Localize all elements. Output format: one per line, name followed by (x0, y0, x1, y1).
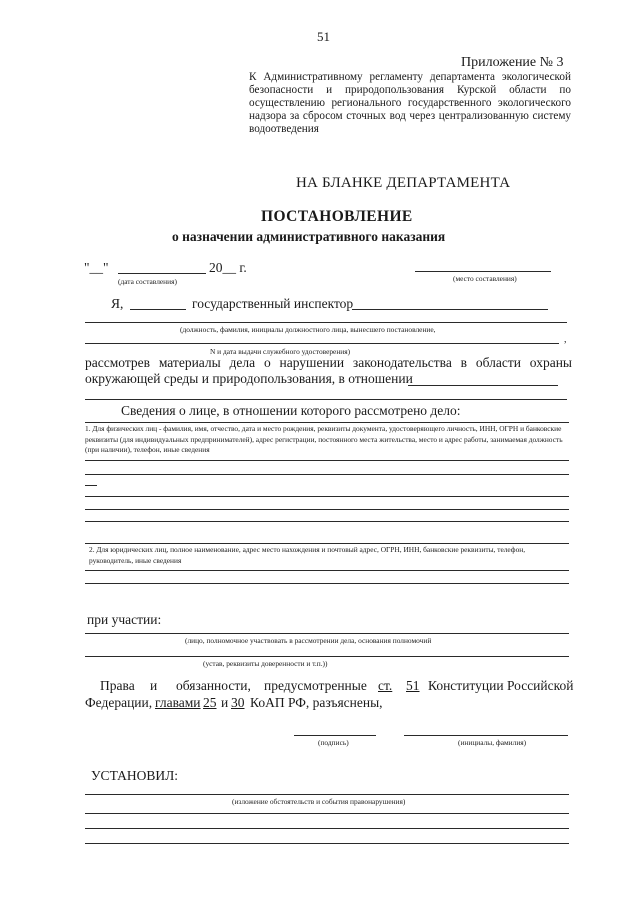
document-title: ПОСТАНОВЛЕНИЕ (261, 208, 413, 225)
review-continuation-line[interactable] (85, 399, 567, 400)
rights-word-1: Права (100, 678, 135, 693)
individual-line-2[interactable] (85, 474, 569, 475)
person-section-heading: Сведения о лице, в отношении которого рассмотрено дело: (121, 403, 461, 418)
rights-word-2: и (150, 678, 158, 693)
inspector-role: государственный инспектор (192, 296, 354, 311)
inspector-name-line[interactable] (352, 309, 548, 310)
participation-line-1[interactable] (85, 633, 569, 634)
individual-line-4[interactable] (85, 509, 569, 510)
individual-note: 1. Для физических лиц - фамилия, имя, отчество, дата и место рождения, реквизиты документа, удостоверяющего личность, ИНН, ОГРН и банковские реквизиты (для индивидуальных предпринимателей), адрес регистрации, постоянного места жительства, место и адрес работы, занимаемая должность (при наличии), телефон, иные сведения (85, 424, 563, 454)
comma-mark: , (564, 334, 567, 345)
rights-word-4: предусмотренные (264, 678, 367, 693)
established-label: УСТАНОВИЛ: (91, 768, 179, 783)
page-number: 51 (317, 29, 330, 44)
review-text-line-1: рассмотрев материалы дела о нарушении законодательства в области охраны (85, 355, 572, 370)
place-caption: (место составления) (453, 274, 517, 283)
signature-caption: (подпись) (318, 738, 349, 747)
participation-caption-1: (лицо, полномочное участвовать в рассмотрении дела, основания полномочий (185, 636, 432, 645)
participation-line-2[interactable] (85, 656, 569, 657)
name-line[interactable] (404, 735, 568, 736)
established-line-2[interactable] (85, 813, 569, 814)
chapters-link[interactable]: главами (155, 695, 201, 710)
inspector-prefix: Я, (111, 296, 124, 311)
established-line-1[interactable] (85, 794, 569, 795)
inspector-id-caption: N и дата выдачи служебного удостоверения) (210, 347, 351, 356)
rights-line2-end: КоАП РФ, разъяснены, (250, 695, 383, 710)
form-header: НА БЛАНКЕ ДЕПАРТАМЕНТА (296, 175, 511, 191)
legal-top-line[interactable] (85, 543, 569, 544)
individual-dash (85, 485, 97, 486)
individual-line-3[interactable] (85, 496, 569, 497)
established-line-3[interactable] (85, 828, 569, 829)
document-subtitle: о назначении административного наказания (172, 229, 446, 244)
article-number-link[interactable]: 51 (406, 678, 420, 693)
date-caption: (дата составления) (118, 277, 177, 286)
date-day-field[interactable]: "__" (84, 260, 109, 275)
legal-line-1[interactable] (85, 570, 569, 571)
review-subject-line[interactable] (408, 385, 558, 386)
individual-line-1[interactable] (85, 460, 569, 461)
established-caption: (изложение обстоятельств и события правонарушения) (232, 797, 406, 806)
chapter-30-link[interactable]: 30 (231, 695, 245, 710)
inspector-position-caption: (должность, фамилия, инициалы должностного лица, вынесшего постановление, (180, 325, 436, 334)
rights-word-5: Конституции Российской (428, 678, 574, 693)
legal-entity-note: 2. Для юридических лиц, полное наименование, адрес место нахождения и почтовый адрес, ОГРН, ИНН, банковские реквизиты, телефон, руководитель, иные сведения (89, 545, 526, 565)
inspector-id-line[interactable] (85, 343, 559, 344)
individual-top-line[interactable] (85, 422, 569, 423)
established-line-4[interactable] (85, 843, 569, 844)
participation-label: при участии: (87, 612, 162, 627)
name-caption: (инициалы, фамилия) (458, 738, 527, 747)
individual-line-5[interactable] (85, 521, 569, 522)
review-text-line-2: окружающей среды и природопользования, в отношении (85, 371, 413, 386)
article-link[interactable]: ст. (378, 678, 393, 693)
inspector-position-line[interactable] (85, 322, 567, 323)
rights-line2-start: Федерации, (85, 695, 153, 710)
rights-and: и (221, 695, 229, 710)
place-line[interactable] (415, 271, 551, 272)
date-year-field[interactable]: 20__ г. (209, 260, 247, 275)
rights-word-3: обязанности, (176, 678, 251, 693)
signature-line[interactable] (294, 735, 376, 736)
legal-line-2[interactable] (85, 583, 569, 584)
date-month-line[interactable] (118, 273, 206, 274)
participation-caption-2: (устав, реквизиты доверенности и т.п.)) (203, 659, 328, 668)
attachment-title: Приложение № 3 (461, 55, 564, 70)
chapter-25-link[interactable]: 25 (203, 695, 217, 710)
regulation-reference: К Административному регламенту департамента экологической безопасности и природопользования Курской области по осуществлению регионального государственного экологического надзора за сбросом сточных вод через централизованную систему водоотведения (249, 71, 571, 135)
inspector-blank-line[interactable] (130, 309, 186, 310)
